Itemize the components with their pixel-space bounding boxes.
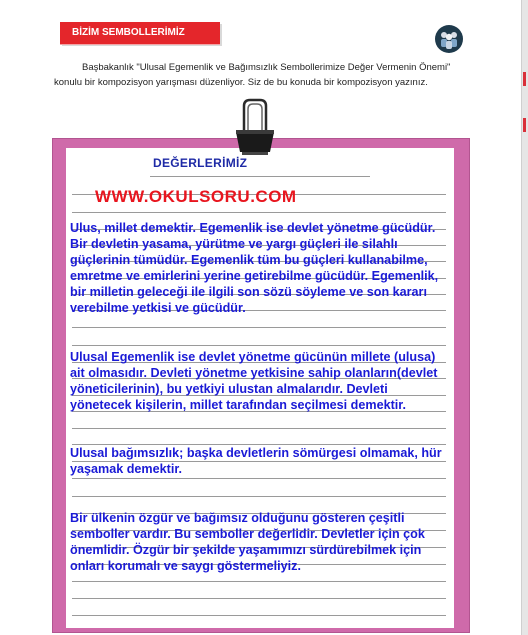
essay-title: DEĞERLERİMİZ — [153, 156, 248, 170]
page-edge-marker — [523, 118, 526, 132]
page-edge — [521, 0, 528, 635]
essay-paragraph: Bir ülkenin özgür ve bağımsız olduğunu gösteren çeşitli semboller vardır. Bu semboller değerlidir. Devletler için çok önemlidir. Özgür bir şekilde yaşamımızı sürdürebilmek için onları korumalı ve saygı göstermeliyiz. — [70, 511, 425, 573]
section-title: BİZİM SEMBOLLERİMİZ — [60, 22, 220, 44]
essay-paragraph: Ulus, millet demektir. Egemenlik ise devlet yönetme gücüdür. Bir devletin yasama, yürütme ve yargı güçleri ile silahlı güçlerinin tümüdür. Egemenlik tüm bu güçleri kullanabilme, emretme ve emirlerini yerine getirebilme gücüdür. Egemenlik, bir milletin geleceği ile ilgili son sözü söyleme ve son kararı verebilme yetkisi ve gücüdür. — [70, 221, 439, 315]
people-group-icon — [435, 25, 463, 53]
page-edge-marker — [523, 72, 526, 86]
section-title-underline — [60, 44, 220, 45]
essay-title-underline — [150, 176, 370, 177]
website-watermark: WWW.OKULSORU.COM — [95, 187, 297, 206]
essay-paragraph: Ulusal Egemenlik ise devlet yönetme gücünün millete (ulusa) ait olmasıdır. Devleti yönetme yetkisine sahip olanların(devlet yöneticilerinin), bu yetkiyi ulustan almalarıdır. Devleti yönetecek kişilerin, millet tarafından seçilmesi demektir. — [70, 350, 438, 412]
assignment-instructions: Başbakanlık "Ulusal Egemenlik ve Bağımsızlık Sembollerimize Değer Vermenin Önemi" konulu bir kompozisyon yarışması düzenliyor. Siz de bu konuda bir kompozisyon yazınız. — [54, 62, 451, 88]
binder-clip-icon — [230, 98, 280, 158]
essay-paragraph: Ulusal bağımsızlık; başka devletlerin sömürgesi olmamak, hür yaşamak demektir. — [70, 446, 442, 476]
